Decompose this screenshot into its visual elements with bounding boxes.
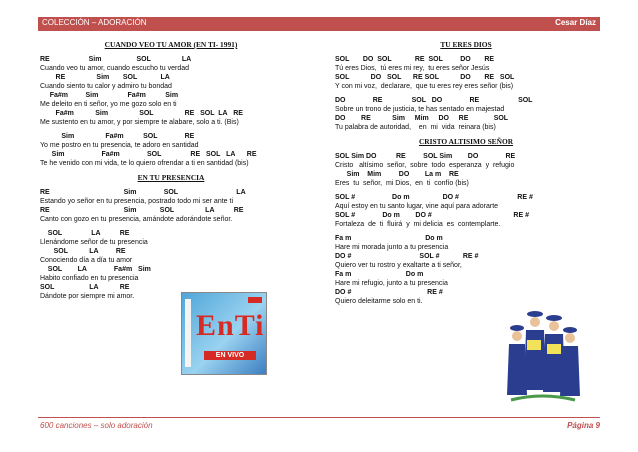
album-logo: EnTi xyxy=(196,309,265,342)
album-cover-image xyxy=(181,292,267,375)
right-column xyxy=(335,40,597,306)
chord-line: SOL LA RE xyxy=(40,230,130,237)
chord-line: SOL DO SOL RE SOL DO RE xyxy=(335,56,495,63)
chord-line: Sim Mim DO La m RE xyxy=(335,171,459,178)
chord-line: DO # SOL # RE # xyxy=(335,253,479,260)
lyric-line: Estando yo señor en tu presencia, postrado todo mi ser ante ti xyxy=(40,198,234,205)
lyric-line: Yo me postro en tu presencia, te adoro en santidad xyxy=(40,142,199,149)
chord-line: SOL LA Fa#m Sim xyxy=(40,266,151,273)
chord-line: Fa m Do m xyxy=(335,271,424,278)
lyric-line: Quiero ver tu rostro y exaltarte a ti señor, xyxy=(335,262,462,269)
left-column xyxy=(40,40,302,301)
songbook xyxy=(547,344,561,354)
lyric-line: Quiero deleitarme solo en ti. xyxy=(335,298,423,305)
chord-line: DO # RE # xyxy=(335,289,443,296)
chord-line: DO RE Sim Mim DO RE SOL xyxy=(335,115,509,122)
chord-line: Fa#m Sim Fa#m Sim xyxy=(40,92,179,99)
chord-line: Fa#m Sim SOL RE SOL LA RE xyxy=(40,110,243,117)
chord-line: SOL DO SOL RE SOL DO RE SOL xyxy=(335,74,515,81)
songbook xyxy=(527,340,541,350)
singer-figure xyxy=(507,325,527,395)
chord-line: SOL # Do m DO # RE # xyxy=(335,194,533,201)
footer-collection: 600 canciones – solo adoración xyxy=(40,421,153,430)
lyric-line: Aquí estoy en tu santo lugar, vine aquí para adorarte xyxy=(335,203,499,210)
chord-line: SOL LA RE xyxy=(40,284,130,291)
lyric-line: Cuando siento tu calor y admiro tu bondad xyxy=(40,83,172,90)
lyric-line: Me sustento en tu amor, y por siempre te alabare, solo a ti. (Bis) xyxy=(40,119,239,126)
singer-figure xyxy=(524,311,546,390)
lyric-line: Canto con gozo en tu presencia, amándote adorándote señor. xyxy=(40,216,233,223)
song-lyrics xyxy=(40,188,302,301)
lyric-line: Tú eres Dios, tú eres mi rey, tu eres señor Jesús xyxy=(335,65,490,72)
chord-line: RE Sim SOL LA RE xyxy=(40,207,244,214)
lyric-line: Cristo altísimo señor, sobre todo esperanza y refugio xyxy=(335,162,515,169)
lyric-line: Hare mi refugio, junto a tu presencia xyxy=(335,280,448,287)
chord-line: SOL LA RE xyxy=(40,248,126,255)
lyric-line: Conociendo día a día tu amor xyxy=(40,257,133,264)
song-lyrics xyxy=(40,55,302,168)
album-cover-side-strip xyxy=(185,299,191,367)
page-number: Página 9 xyxy=(567,421,600,430)
page-header-bar xyxy=(38,17,600,31)
lyric-line: Llenándome señor de tu presencia xyxy=(40,239,148,246)
chord-line: RE Sim SOL LA xyxy=(40,56,192,63)
chord-line: SOL # Do m DO # RE # xyxy=(335,212,529,219)
song-lyrics xyxy=(335,152,597,306)
header-collection: COLECCIÓN – ADORACIÓN xyxy=(42,18,147,27)
footer-divider xyxy=(38,417,600,418)
header-author: Cesar Díaz xyxy=(555,18,596,27)
song-title-cristo-altisimo: CRISTO ALTISIMO SEÑOR xyxy=(418,137,514,146)
song-lyrics xyxy=(335,55,597,132)
lyric-line: Fortaleza de ti fluirá y mi delicia es contemplarte. xyxy=(335,221,501,228)
lyric-line: Y con mi voz, declarare, que tu eres rey eres señor (bis) xyxy=(335,83,514,90)
chord-line: DO RE SOL DO RE SOL xyxy=(335,97,533,104)
lyric-line: Cuando veo tu amor, cuando escucho tu verdad xyxy=(40,65,190,72)
song-title-en-tu-presencia: EN TU PRESENCIA xyxy=(137,173,205,182)
chord-line: RE Sim SOL LA xyxy=(40,74,170,81)
song-title-cuando-veo: CUANDO VEO TU AMOR (EN TI- 1991) xyxy=(104,40,238,49)
album-subtitle: EN VIVO xyxy=(204,351,256,360)
lyric-line: Tu palabra de autoridad, en mi vida reinara (bis) xyxy=(335,124,496,131)
lyric-line: Sobre un trono de justicia, te has sentado en majestad xyxy=(335,106,505,113)
lyric-line: Hare mi morada junto a tu presencia xyxy=(335,244,449,251)
chord-line: SOL Sim DO RE SOL Sim DO RE xyxy=(335,153,516,160)
chord-line: Fa m Do m xyxy=(335,235,443,242)
chord-line: Sim Fa#m SOL RE SOL LA RE xyxy=(40,151,257,158)
chord-line: RE Sim SOL LA xyxy=(40,189,246,196)
lyric-line: Te he venido con mi vida, te lo quiero ofrendar a ti en santidad (bis) xyxy=(40,160,249,167)
lyric-line: Dándote por siempre mi amor. xyxy=(40,293,135,300)
lyric-line: Me deleito en ti señor, yo me gozo solo en ti xyxy=(40,101,177,108)
song-title-tu-eres-dios: TU ERES DIOS xyxy=(440,40,492,49)
choir-singers-illustration xyxy=(505,300,580,405)
chord-line: Sim Fa#m SOL RE xyxy=(40,133,195,140)
album-cover-sticker xyxy=(248,297,262,303)
lyric-line: Eres tu señor, mi Dios, en ti confío (bis) xyxy=(335,180,469,187)
lyric-line: Habito confiado en tu presencia xyxy=(40,275,139,282)
